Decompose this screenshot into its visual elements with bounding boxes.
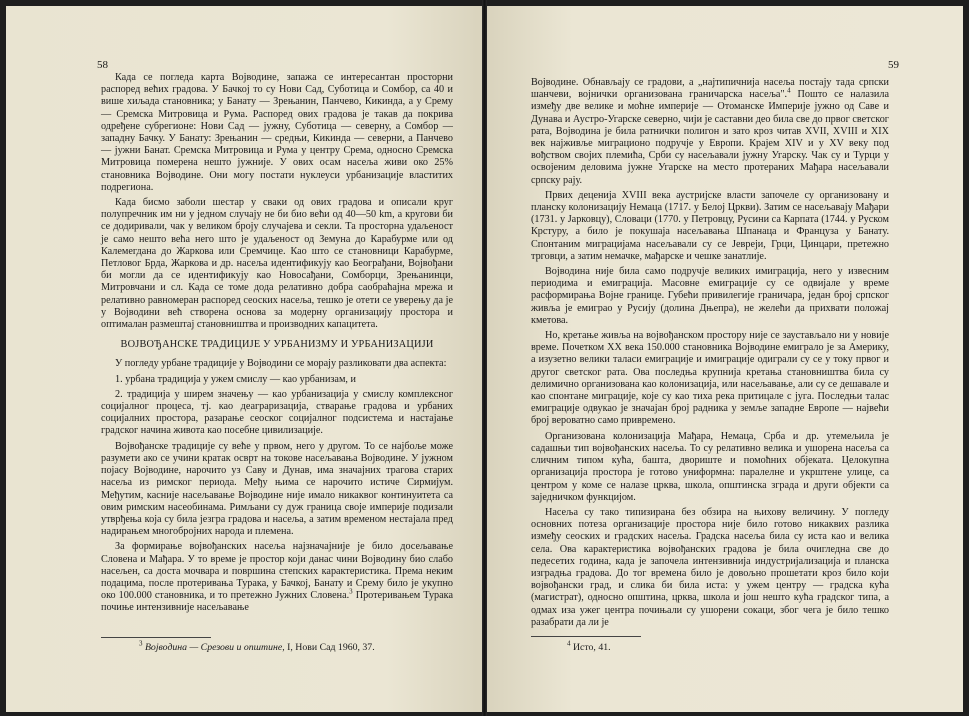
paragraph: Првих деценија XVIII века аустријске власти започеле су организовану и планску колонизацију Немаца (1717. у Белој Цркви). Затим се насељавају Мађари (1731. у Јарковцу), Словаци (1770. у Петровцу, Русини са Карпата (1744. у Руском Крстуру, а било је покушаја насељавања Шпанаца и Француза у Банату. Спонтаним миграцијама насељавали су се Јевреји, Грци, Цинцари, претежно трговци, а затим немачке, мађарске и чешке занатлије. bbox=[531, 189, 889, 262]
footnote-divider bbox=[101, 637, 211, 638]
paragraph bbox=[531, 77, 889, 187]
paragraph: Када бисмо заболи шестар у сваки од ових градова и описали круг полупречник им ни у једном случају не би био већи од 40—50 km, а кругови би се додиривали, чак у великом броју случајева и секли. Та просторна удаљеност је само нешто већа него што је удаљеност од Земуна до Карабурме или од Калемегдана до Жаркова или Сремчице. Као што се становници Карабурме, Петловог Брда, Жаркова и др. насеља идентификују као Београђани, Војвођани би могли да се идентификују као Новосађани, Сомборци, Зрењанинци, Митровчани и сл. Када се томе дода релативно добра саобраћајна мрежа и релативно равномеран распоред сеоских насеља, тешко је отети се уверењу да је у Војводини већ створена основа за модерну организацију простора и оптималан размештај становништва и производних капацитета. bbox=[101, 197, 453, 331]
paragraph: Организована колонизација Мађара, Немаца, Срба и др. утемељила је садашњи тип војвођанских насеља. То су релативно велика и ушорена насеља са сличним типом кућа, башта, двориште и помоћних објеката. Целокупна организација простора је готово униформна: паралелне и укрштене улице, са центром у коме се налазе црква, школа, општинска зграда и други објекти са заједничком функцијом. bbox=[531, 430, 889, 503]
paragraph: Насеља су тако типизирана без обзира на њихову величину. У погледу основних потеза организације простора није било готово никаквих разлика између сеоских и градских насеља. Градска насеља била су иста као и велика села. Ова карактеристика војвођанских градова је била очигледна све до педесетих година, када је започела интензивнија индустријализација и планска изградња градова. До тог времена било је довољно прошетати кроз било који војвођански град, и слика би била иста: у ужем центру — градска кућа (магистрат), односно општина, црква, школа и још нешто кућа градског типа, а одмах иза ужег центра почињали су ушорени сокаци, због чега је било тешко разабрати да ли је bbox=[531, 506, 889, 628]
paragraph: У погледу урбане традиције у Војводини се морају разликовати два аспекта: bbox=[115, 358, 447, 370]
paragraph-text: Протеривањем Турака почиње интензивније насељавање bbox=[101, 590, 453, 614]
footnote-reference: 4 bbox=[787, 86, 791, 95]
footnote-divider bbox=[531, 636, 641, 637]
page-number: 59 bbox=[888, 59, 899, 71]
paragraph bbox=[101, 541, 453, 614]
paragraph-text: Пошто се налазила између две велике и моћне империје — Отоманске Империје јужно од Саве и Дунава и Аустро-Угарске северно, чији је саставни део била све до првог светског рата, Војводина је била ратнички полигон и зато кроз читав XVII, XVIII и XIX век најживље миграционо подручје у Европи. Крајем XIV и у XV веку под вођством својих племића, Срби су насељавали јужну Угарску. Чак су и Турци у освојеним деловима јужне Угарске на место протераних Мађара насељавали српску рају. bbox=[531, 89, 889, 186]
footnote bbox=[139, 639, 375, 653]
section-heading: ВОЈВОЂАНСКЕ ТРАДИЦИЈЕ У УРБАНИЗМУ И УРБАНИЗАЦИЈИ bbox=[120, 339, 434, 351]
footnote-title: Војводина — Срезови и општине bbox=[144, 642, 283, 653]
page-number: 58 bbox=[97, 59, 108, 71]
paragraph: Но, кретање живља на војвођанском простору није се заустављало ни у новије време. Почетком XX века 150.000 становника Војводине емиграло је за Америку, а изузетно велики таласи емиграције и имиграције одиграли су се у току првог и другог светског рата. Ова последња крупнија кретања становништва била су делимично организована као колонизација, или насељавање, али су се дешавале и као спонтане миграције, које су као тиха река притицале с југа. Последњи талас емиграције одвукао је значајан број радника у земље западне Европе — највећи број вероватно само привремено. bbox=[531, 330, 889, 427]
footnote bbox=[567, 639, 611, 653]
footnote-text: Исто, 41. bbox=[570, 642, 611, 653]
paragraph-text: Војводине. Обнављају се градови, а „најтипичнија насеља постају тада српски шанчеви, војнички организована граничарска насеља". bbox=[531, 77, 889, 101]
left-page bbox=[6, 6, 482, 712]
left-page-body bbox=[101, 72, 453, 615]
footnote-number: 4 bbox=[567, 639, 571, 648]
right-page-body bbox=[531, 77, 889, 629]
paragraph-text: За формирање војвођанских насеља најзначајније је било досељавање Словена и Мађара. У то време је простор који данас чини Војводину био слабо насељен, са доста мочвара и површина степских карактеристика. Према неким подацима, после протеривања Турака, у Бачкој, Банату и Срему било је укупно око 100.000 становника, и то претежно Јужних Словена. bbox=[101, 541, 453, 602]
paragraph: Војводина није била само подручје великих имиграција, него у извесним периодима и емиграција. Масовне емиграције су се одвијале у време расформирања Војне границе. Губећи привилегије граничара, један број српског живља је емиграо у Русију (долина Дњепра), не желећи да прихвати положај кметова. bbox=[531, 266, 889, 326]
list-item: 1. урбана традиција у ужем смислу — као урбанизам, и bbox=[115, 373, 356, 385]
footnote-reference: 3 bbox=[349, 587, 353, 596]
footnote-text: , I, Нови Сад 1960, 37. bbox=[282, 642, 375, 653]
right-page bbox=[487, 6, 963, 712]
paragraph: Војвођанске традиције су веће у првом, него у другом. То се најбоље може разумети ако се учини кратак осврт на токове насељавања Војводине. У јужном појасу Војводине, нарочито уз Саву и Дунав, има значајних трагова старих насеља из римског периода. Међу њима се нарочито истиче Сирмијум. Међутим, касније насељавање Војводине није имало никаквог континуитета са овим римским насеобинама. Римљани су дуж граница своје империје подизали утврђења која су била језгра градова и насеља, а затим временом нестајала пред надирањем многобројних народа и племена. bbox=[101, 440, 453, 538]
list-item: 2. традиција у ширем значењу — као урбанизација у смислу комплексног социјалног процеса, тј. као деаграризација, стварање градова и урбаних социјалних простора, разарање сеоског социјалног подсистема и настајање градског начина живота као посебне цивилизације. bbox=[101, 388, 453, 437]
paragraph: Када се погледа карта Војводине, запажа се интересантан просторни распоред већих градова. У Бачкој то су Нови Сад, Суботица и Сомбор, са 40 и више хиљада становника; у Банату — Зрењанин, Панчево, Кикинда, а у Срему — Сремска Митровица и Рума. Распоред ових градова је такав да покрива одређене субрегионе: Нови Сад — јужну, Суботица — северну, а Сомбор — западну Бачку. У Банату: Зрењанин — средњи, Кикинда — северни, а Панчево — јужни Банат. Сремска Митровица и Рума у центру Срема, односно Сремска Митровица померена нешто јужније. У ових осам насеља живи око 25% становника Војводине. Они могу постати нуклеуси урбанизације властитих подрегиона. bbox=[101, 72, 453, 193]
footnote-number: 3 bbox=[139, 639, 143, 648]
